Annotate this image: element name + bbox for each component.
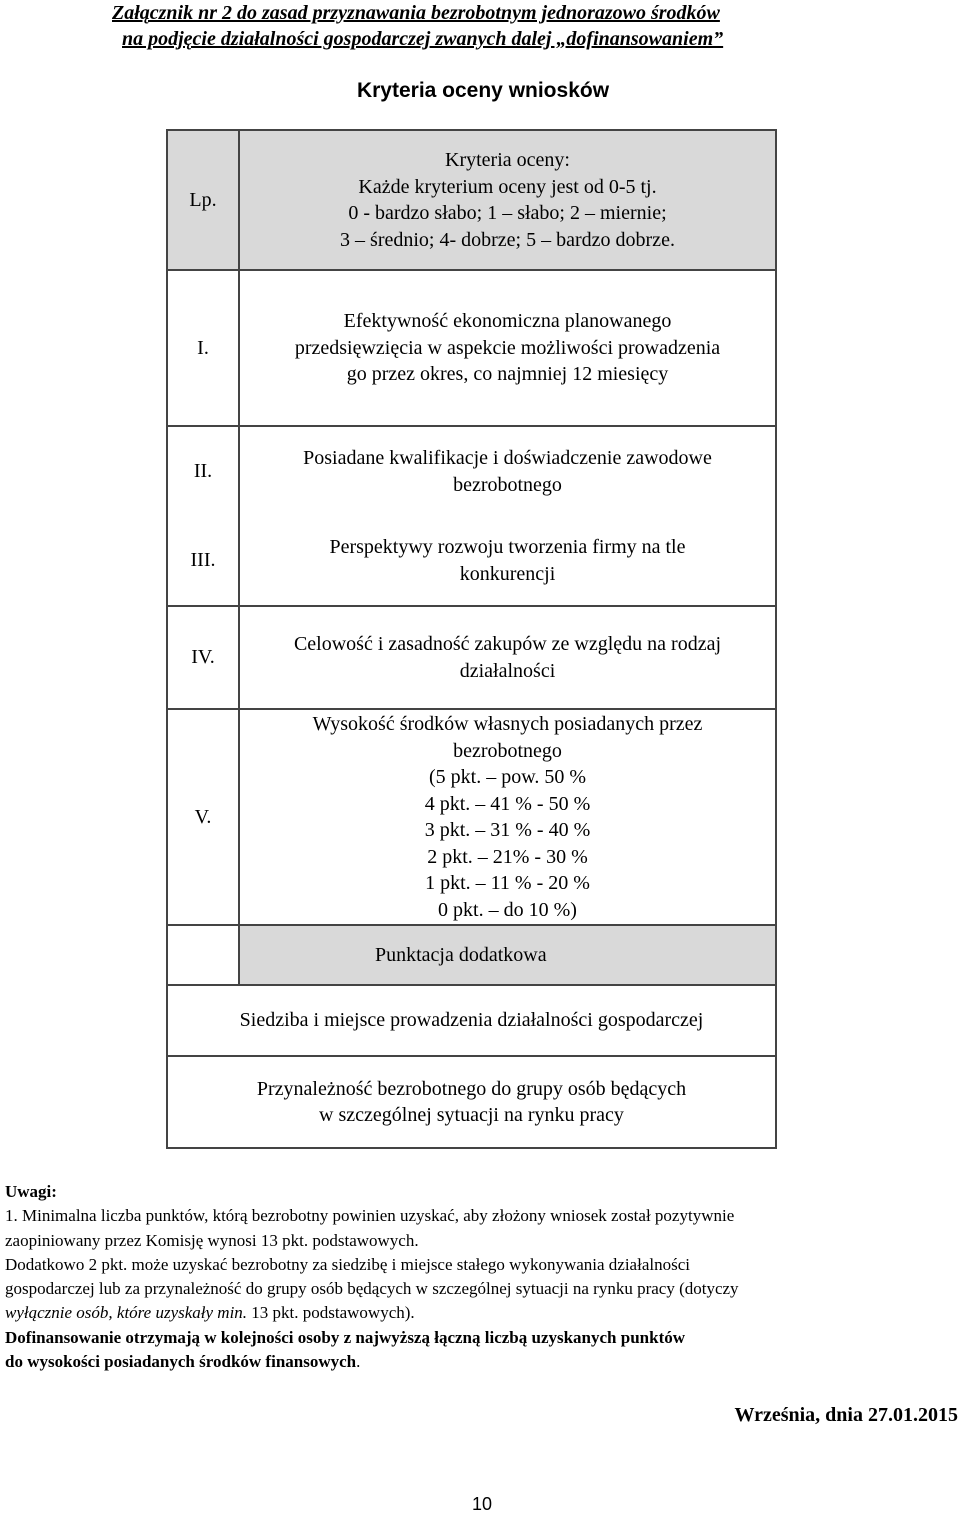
bonus-header-spacer	[167, 925, 239, 985]
header-line-1: Załącznik nr 2 do zasad przyznawania bezrobotnym jednorazowo środków	[112, 2, 720, 24]
page-number: 10	[472, 1494, 493, 1514]
note-line	[5, 1350, 955, 1374]
criterion-line: przedsięwzięcia w aspekcie możliwości prowadzenia	[294, 336, 721, 359]
criterion-line: Perspektywy rozwoju tworzenia firmy na tle	[329, 536, 686, 558]
note-line: zaopiniowany przez Komisję wynosi 13 pkt. podstawowych.	[5, 1230, 419, 1250]
note-line	[5, 1301, 955, 1325]
note-italic-text: wyłącznie osób, które uzyskały min.	[5, 1303, 248, 1323]
note-line-bold: Dofinansowanie otrzymają w kolejności osoby z najwyższą łączną liczbą uzyskanych punktów	[5, 1327, 686, 1347]
criterion-line: Posiadane kwalifikacje i doświadczenie zawodowe	[303, 447, 712, 469]
criteria-header-line: 3 – średnio; 4- dobrze; 5 – bardzo dobrze.	[340, 228, 675, 251]
bonus-criterion	[167, 1056, 776, 1148]
table-row	[167, 606, 776, 709]
table-row	[167, 985, 776, 1056]
page-title: Kryteria oceny wniosków	[356, 79, 610, 102]
criterion-line: w szczególnej sytuacji na rynku pracy	[319, 1104, 624, 1126]
table-row	[167, 426, 776, 516]
bonus-criterion	[167, 985, 776, 1056]
criterion-line: 1 pkt. – 11 % - 20 %	[425, 872, 590, 894]
note-line: Dodatkowo 2 pkt. może uzyskać bezrobotny za siedzibę i miejsce stałego wykonywania działalności	[5, 1254, 690, 1274]
bonus-header-row	[167, 925, 776, 985]
table-header-row	[167, 130, 776, 270]
criterion-line: Efektywność ekonomiczna planowanego	[343, 310, 672, 333]
note-text: .	[356, 1352, 361, 1372]
notes-section	[5, 1180, 955, 1374]
row-number: V.	[167, 709, 239, 925]
table-row	[167, 1056, 776, 1148]
table-row	[167, 270, 776, 426]
criteria-header-line: 0 - bardzo słabo; 1 – słabo; 2 – miernie;	[348, 202, 667, 224]
table-row	[167, 709, 776, 925]
criteria-header	[239, 130, 776, 270]
note-text: 13 pkt. podstawowych).	[247, 1303, 415, 1323]
row-number: IV.	[167, 606, 239, 709]
note-bold-text: do wysokości posiadanych środków finansowych	[5, 1352, 357, 1372]
note-line: 1. Minimalna liczba punktów, którą bezrobotny powinien uzyskać, aby złożony wniosek został pozytywnie	[5, 1206, 735, 1226]
criterion-line: go przez okres, co najmniej 12 miesięcy	[346, 363, 669, 386]
criterion-line: 4 pkt. – 41 % - 50 %	[424, 792, 591, 815]
criteria-header-line: Każde kryterium oceny jest od 0-5 tj.	[358, 175, 657, 198]
criteria-table	[166, 129, 777, 1149]
criterion-line: Wysokość środków własnych posiadanych przez	[312, 713, 703, 735]
criterion-line: 0 pkt. – do 10 %)	[438, 898, 577, 921]
bonus-header: Punktacja dodatkowa	[239, 925, 776, 985]
criterion-line: bezrobotnego	[453, 739, 562, 762]
criterion-text	[239, 606, 776, 709]
criterion-line: Siedziba i miejsce prowadzenia działalności gospodarczej	[239, 1009, 704, 1032]
document-date: Września, dnia 27.01.2015	[734, 1404, 958, 1426]
row-number: III.	[167, 516, 239, 606]
criterion-line: działalności	[459, 659, 556, 682]
notes-title: Uwagi:	[5, 1182, 57, 1201]
criterion-text	[239, 516, 776, 606]
criterion-line: konkurencji	[459, 562, 556, 585]
criterion-text	[239, 270, 776, 426]
lp-header: Lp.	[167, 130, 239, 270]
criterion-text	[239, 426, 776, 516]
criterion-line: bezrobotnego	[453, 473, 562, 496]
note-line: gospodarczej lub za przynależność do grupy osób będących w szczególnej sytuacji na rynku pracy (dotyczy	[5, 1279, 739, 1299]
header-line-2: na podjęcie działalności gospodarczej zwanych dalej „dofinansowaniem”	[122, 28, 724, 50]
criterion-text	[239, 709, 776, 925]
criterion-line: Celowość i zasadność zakupów ze względu na rodzaj	[293, 633, 722, 655]
row-number: II.	[167, 426, 239, 516]
table-row	[167, 516, 776, 606]
criteria-header-line: Kryteria oceny:	[445, 149, 570, 171]
criterion-line: Przynależność bezrobotnego do grupy osób będących	[256, 1077, 687, 1100]
row-number: I.	[167, 270, 239, 426]
criterion-line: (5 pkt. – pow. 50 %	[428, 766, 587, 788]
criterion-line: 2 pkt. – 21% - 30 %	[427, 845, 588, 868]
criterion-line: 3 pkt. – 31 % - 40 %	[424, 819, 591, 841]
